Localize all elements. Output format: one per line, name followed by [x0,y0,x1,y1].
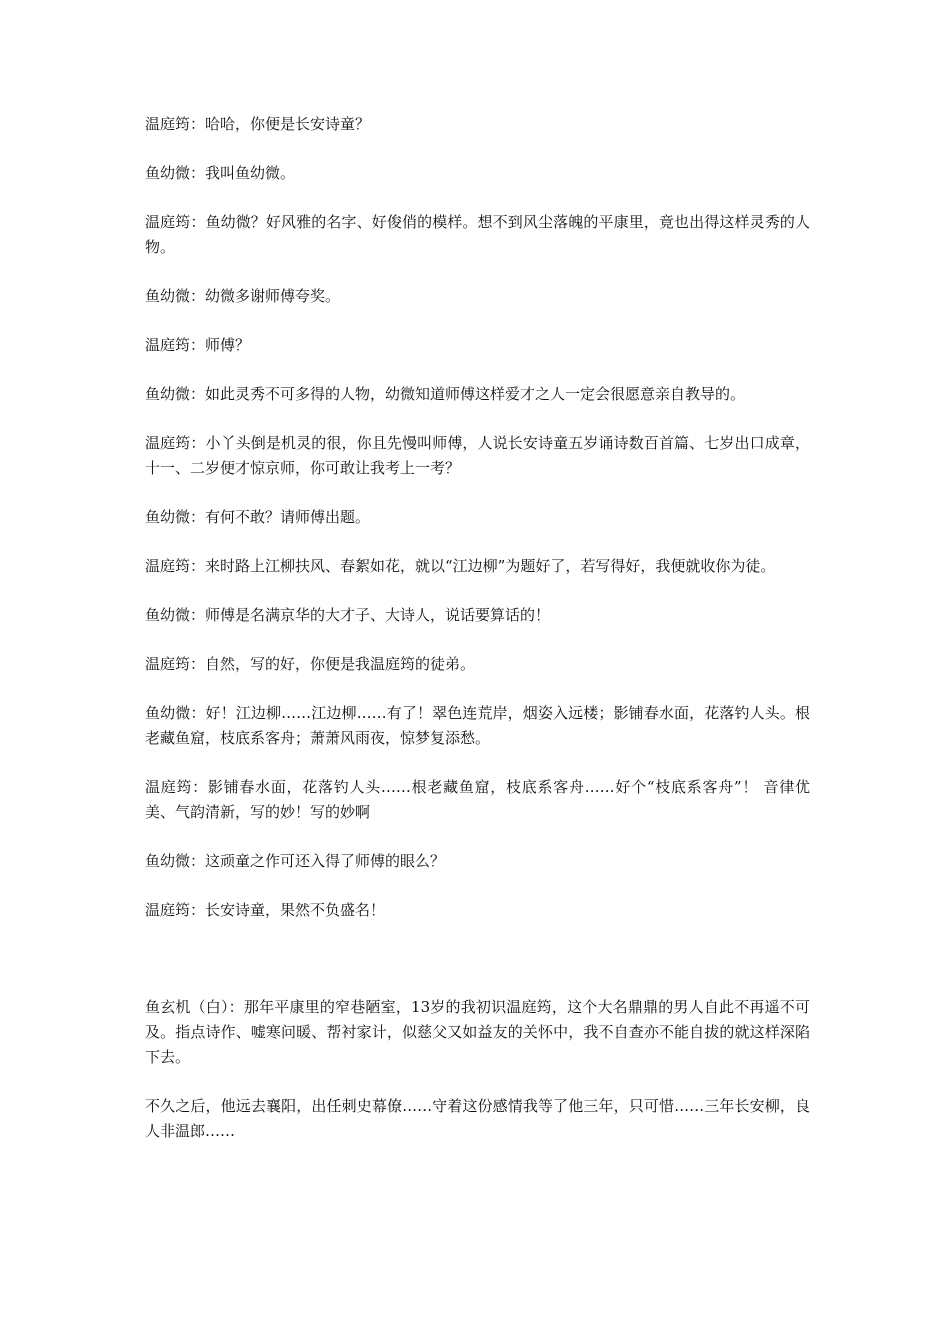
narration-paragraph: 鱼玄机（白）：那年平康里的窄巷陋室，13岁的我初识温庭筠，这个大名鼎鼎的男人自此不再遥不可及。指点诗作、嘘寒问暖、帮衬家计，似慈父又如益友的关怀中，我不自查亦不能自拔的就这样深陷下去。 [145,998,810,1066]
document-page [145,112,810,1168]
dialogue-line: 温庭筠：自然，写的好，你便是我温庭筠的徒弟。 [145,655,476,673]
dialogue-line: 鱼幼微：如此灵秀不可多得的人物，幼微知道师傅这样爱才之人一定会很愿意亲自教导的。 [145,385,746,403]
dialogue-line: 鱼幼微：好！江边柳……江边柳……有了！翠色连荒岸，烟姿入远楼；影铺春水面，花落钓人头。根老藏鱼窟，枝底系客舟；萧萧风雨夜，惊梦复添愁。 [145,704,810,747]
dialogue-line: 鱼幼微：幼微多谢师傅夸奖。 [145,287,341,305]
dialogue-line: 温庭筠：来时路上江柳扶风、春絮如花，就以“江边柳”为题好了，若写得好，我便就收你为徒。 [145,557,776,575]
dialogue-line: 温庭筠：哈哈，你便是长安诗童？ [145,115,371,133]
dialogue-line: 鱼幼微：师傅是名满京华的大才子、大诗人，说话要算话的！ [145,606,551,624]
dialogue-line: 鱼幼微：有何不敢？请师傅出题。 [145,508,371,526]
dialogue-line: 温庭筠：长安诗童，果然不负盛名！ [145,901,386,919]
dialogue-line: 温庭筠：影铺春水面，花落钓人头……根老藏鱼窟，枝底系客舟……好个“枝底系客舟”！ 音律优美、气韵清新，写的妙！写的妙啊 [145,778,810,821]
dialogue-line: 温庭筠：师傅？ [145,336,251,354]
dialogue-line: 鱼幼微：我叫鱼幼微。 [145,164,296,182]
narration-paragraph: 不久之后，他远去襄阳，出任刺史幕僚……守着这份感情我等了他三年，只可惜……三年长安柳，良人非温郎…… [145,1097,810,1140]
section-gap [145,947,810,995]
dialogue-line: 温庭筠：鱼幼微？好风雅的名字、好俊俏的模样。想不到风尘落魄的平康里，竟也出得这样灵秀的人物。 [145,213,810,256]
dialogue-line: 鱼幼微：这顽童之作可还入得了师傅的眼么？ [145,852,446,870]
dialogue-line: 温庭筠：小丫头倒是机灵的很，你且先慢叫师傅，人说长安诗童五岁诵诗数百首篇、七岁出口成章，十一、二岁便才惊京师，你可敢让我考上一考？ [145,434,810,477]
